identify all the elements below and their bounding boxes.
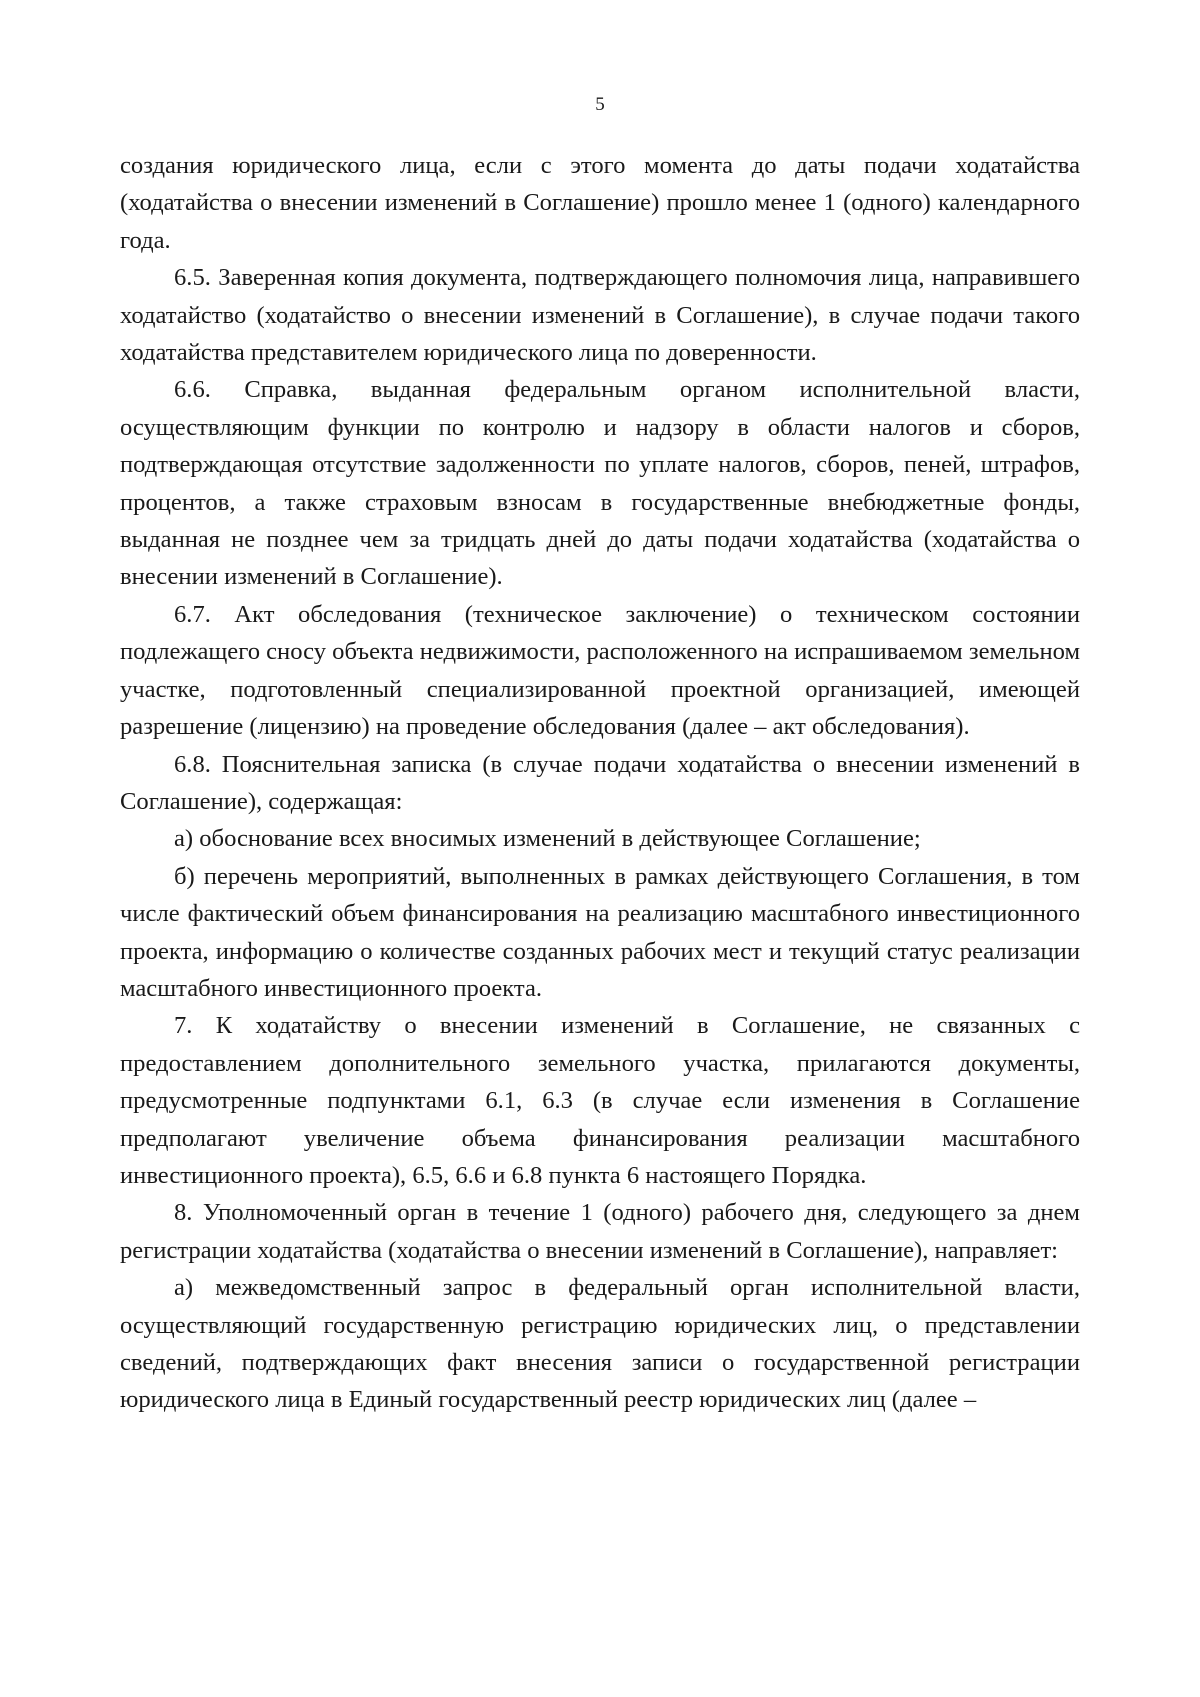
document-body (120, 147, 1080, 1419)
paragraph-6-8-b: б) перечень мероприятий, выполненных в рамках действующего Соглашения, в том числе фактический объем финансирования на реализацию масштабного инвестиционного проекта, информацию о количестве созданных рабочих мест и текущий статус реализации масштабного инвестиционного проекта. (120, 862, 1080, 1002)
paragraph-8-a: а) межведомственный запрос в федеральный орган исполнительной власти, осуществляющий государственную регистрацию юридических лиц, о представлении сведений, подтверждающих факт внесения записи о государственной регистрации юридического лица в Единый государственный реестр юридических лиц (далее – (120, 1274, 1080, 1414)
paragraph-6-8: 6.8. Пояснительная записка (в случае подачи ходатайства о внесении изменений в Соглашение), содержащая: (120, 750, 1080, 815)
paragraph-continuation: создания юридического лица, если с этого момента до даты подачи ходатайства (ходатайства о внесении изменений в Соглашение) прошло менее 1 (одного) календарного года. (120, 152, 1080, 254)
paragraph-8: 8. Уполномоченный орган в течение 1 (одного) рабочего дня, следующего за днем регистрации ходатайства (ходатайства о внесении изменений в Соглашение), направляет: (120, 1199, 1080, 1264)
paragraph-6-7: 6.7. Акт обследования (техническое заключение) о техническом состоянии подлежащего сносу объекта недвижимости, расположенного на испрашиваемом земельном участке, подготовленный специализированной проектной организацией, имеющей разрешение (лицензию) на проведение обследования (далее – акт обследования). (120, 600, 1081, 741)
page-number: 5 (595, 94, 605, 115)
paragraph-6-5: 6.5. Заверенная копия документа, подтверждающего полномочия лица, направившего ходатайство (ходатайство о внесении изменений в Соглашение), в случае подачи такого ходатайства представителем юридического лица по доверенности. (120, 264, 1080, 367)
paragraph-6-8-a: а) обоснование всех вносимых изменений в действующее Соглашение; (174, 825, 921, 853)
paragraph-6-6: 6.6. Справка, выданная федеральным органом исполнительной власти, осуществляющим функции по контролю и надзору в области налогов и сборов, подтверждающая отсутствие задолженности по уплате налогов, сборов, пеней, штрафов, процентов, а также страховым взносам в государственные внебюджетные фонды, выданная не позднее чем за тридцать дней до даты подачи ходатайства (ходатайства о внесении изменений в Соглашение). (120, 376, 1080, 591)
paragraph-7: 7. К ходатайству о внесении изменений в Соглашение, не связанных с предоставлением дополнительного земельного участка, прилагаются документы, предусмотренные подпунктами 6.1, 6.3 (в случае если изменения в Соглашение предполагают увеличение объема финансирования реализации масштабного инвестиционного проекта), 6.5, 6.6 и 6.8 пункта 6 настоящего Порядка. (120, 1012, 1080, 1189)
